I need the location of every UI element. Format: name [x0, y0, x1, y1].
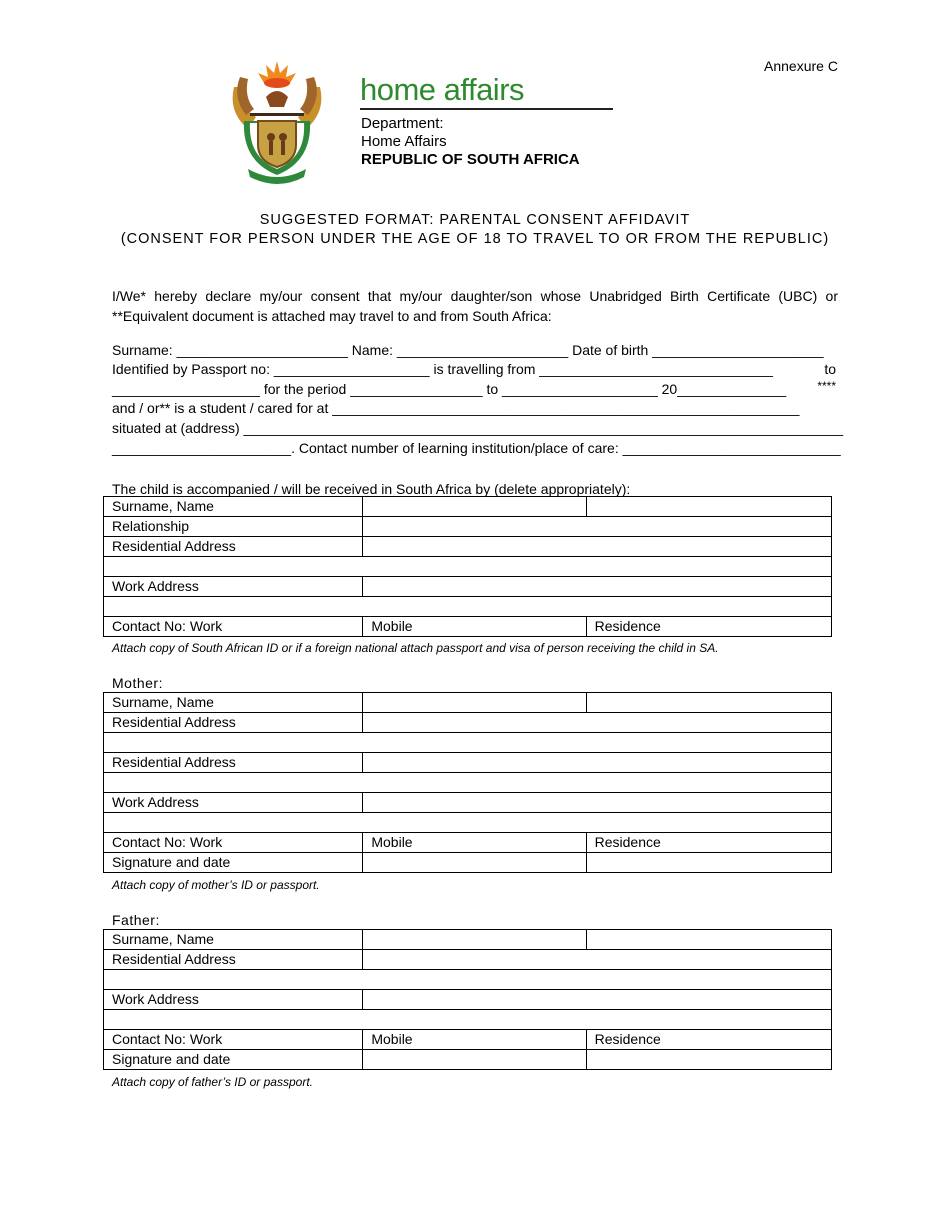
country-name: REPUBLIC OF SOUTH AFRICA — [361, 151, 580, 168]
table-row — [104, 773, 832, 793]
mobile-label[interactable]: Mobile — [363, 1030, 586, 1050]
residence-label[interactable]: Residence — [586, 833, 831, 853]
document-title: SUGGESTED FORMAT: PARENTAL CONSENT AFFIDAVIT — [259, 212, 691, 228]
annexure-label: Annexure C — [764, 58, 838, 74]
residential-address-label: Residential Address — [104, 713, 363, 733]
table-row — [104, 577, 832, 597]
mother-table — [103, 692, 832, 873]
residential-address-label: Residential Address — [104, 537, 363, 557]
table-row — [104, 713, 832, 733]
signature-cell[interactable] — [363, 853, 586, 873]
declaration-line-2: **Equivalent document is attached may travel to and from South Africa: — [112, 308, 552, 324]
contact-work-label[interactable]: Contact No: Work — [104, 833, 363, 853]
residential-address-cell[interactable] — [363, 950, 832, 970]
document-subtitle: (CONSENT FOR PERSON UNDER THE AGE OF 18 TO TRAVEL TO OR FROM THE REPUBLIC) — [120, 231, 830, 247]
footnote-marker: **** — [817, 379, 836, 393]
declaration-line-1: I/We* hereby declare my/our consent that my/our daughter/son whose Unabridged Birth Certificate (UBC) or — [112, 288, 838, 304]
table-row — [104, 557, 832, 577]
work-address-cell[interactable] — [363, 990, 832, 1010]
surname-cell[interactable] — [363, 693, 586, 713]
table-row — [104, 733, 832, 753]
name-cell[interactable] — [586, 497, 831, 517]
residential-address-label: Residential Address — [104, 950, 363, 970]
table-row — [104, 693, 832, 713]
table-row — [104, 537, 832, 557]
address-field[interactable]: situated at (address) _____________________________________________________________________________ — [112, 420, 844, 436]
work-address-label: Work Address — [104, 577, 363, 597]
coat-of-arms-icon — [226, 57, 328, 185]
receiver-table — [103, 496, 832, 637]
table-row — [104, 497, 832, 517]
name-cell[interactable] — [586, 693, 831, 713]
table-row — [104, 970, 832, 990]
residence-label[interactable]: Residence — [586, 1030, 831, 1050]
surname-cell[interactable] — [363, 930, 586, 950]
table-row — [104, 813, 832, 833]
work-address-cell[interactable] — [363, 793, 832, 813]
table-row — [104, 950, 832, 970]
mobile-label[interactable]: Mobile — [363, 617, 586, 637]
work-address-continuation-cell[interactable] — [104, 1010, 832, 1030]
child-name-field[interactable]: Surname: ______________________ Name: ______________________ Date of birth ______________________ — [112, 342, 824, 358]
surname-name-label: Surname, Name — [104, 930, 363, 950]
table-row — [104, 617, 832, 637]
residential-address-label: Residential Address — [104, 753, 363, 773]
residential-address-cell[interactable] — [363, 537, 832, 557]
signature-cell[interactable] — [363, 1050, 586, 1070]
table-row — [104, 597, 832, 617]
table-row — [104, 1030, 832, 1050]
father-table — [103, 929, 832, 1070]
work-address-label: Work Address — [104, 793, 363, 813]
brand-wordmark: home affairs — [360, 72, 525, 107]
surname-name-label: Surname, Name — [104, 497, 363, 517]
table-row — [104, 793, 832, 813]
surname-name-label: Surname, Name — [104, 693, 363, 713]
table-row — [104, 833, 832, 853]
department-label: Department: — [361, 115, 444, 132]
date-cell[interactable] — [586, 853, 831, 873]
brand-divider — [360, 108, 613, 110]
contact-work-label[interactable]: Contact No: Work — [104, 1030, 363, 1050]
address-continuation-cell[interactable] — [104, 773, 832, 793]
passport-travel-field[interactable]: Identified by Passport no: ____________________ is travelling from ______________________________ — [112, 361, 773, 377]
residential-address-cell[interactable] — [363, 713, 832, 733]
table-row — [104, 1010, 832, 1030]
contact-field[interactable]: _______________________. Contact number of learning institution/place of care: ____________________________ — [112, 440, 841, 456]
table-row — [104, 990, 832, 1010]
father-heading: Father: — [112, 912, 160, 928]
receiver-note: Attach copy of South African ID or if a foreign national attach passport and visa of person receiving the child in SA. — [112, 641, 719, 655]
signature-label: Signature and date — [104, 1050, 363, 1070]
table-row — [104, 753, 832, 773]
date-cell[interactable] — [586, 1050, 831, 1070]
table-row — [104, 930, 832, 950]
table-row — [104, 517, 832, 537]
receiver-intro: The child is accompanied / will be received in South Africa by (delete appropriately): — [112, 481, 631, 497]
address-continuation-cell[interactable] — [104, 733, 832, 753]
period-field[interactable]: ___________________ for the period _________________ to ____________________ 20______________ — [112, 381, 787, 397]
residential-address-cell[interactable] — [363, 753, 832, 773]
signature-label: Signature and date — [104, 853, 363, 873]
name-cell[interactable] — [586, 930, 831, 950]
father-note: Attach copy of father’s ID or passport. — [112, 1075, 313, 1089]
work-address-continuation-cell[interactable] — [104, 597, 832, 617]
relationship-label: Relationship — [104, 517, 363, 537]
work-address-continuation-cell[interactable] — [104, 813, 832, 833]
contact-work-label[interactable]: Contact No: Work — [104, 617, 363, 637]
institution-field[interactable]: and / or** is a student / cared for at ____________________________________________________________ — [112, 400, 800, 416]
table-row — [104, 1050, 832, 1070]
residence-label[interactable]: Residence — [586, 617, 831, 637]
to-label: to — [824, 361, 836, 377]
relationship-cell[interactable] — [363, 517, 832, 537]
department-name: Home Affairs — [361, 133, 447, 150]
address-continuation-cell[interactable] — [104, 970, 832, 990]
mother-heading: Mother: — [112, 675, 163, 691]
mother-note: Attach copy of mother’s ID or passport. — [112, 878, 320, 892]
table-row — [104, 853, 832, 873]
work-address-label: Work Address — [104, 990, 363, 1010]
mobile-label[interactable]: Mobile — [363, 833, 586, 853]
address-continuation-cell[interactable] — [104, 557, 832, 577]
work-address-cell[interactable] — [363, 577, 832, 597]
surname-cell[interactable] — [363, 497, 586, 517]
